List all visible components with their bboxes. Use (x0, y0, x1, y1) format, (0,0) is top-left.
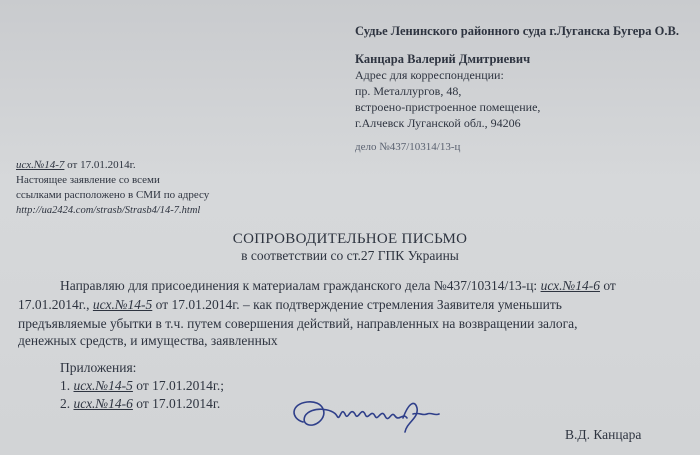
body-text: Направляю для присоединения к материалам гражданского дела №437/10314/13-ц: (60, 278, 541, 293)
addressee: Судье Ленинского районного суда г.Луганска Бугера О.В. (355, 24, 679, 38)
body-line-1 (60, 278, 616, 294)
outgoing-ref-line (16, 158, 136, 173)
attachment-item-1 (60, 378, 224, 394)
attachment-date: от 17.01.2014г. (132, 396, 221, 411)
outgoing-ref: исх.№14-7 (16, 159, 65, 171)
outgoing-url: http://ua2424.com/strasb/Strasb4/14-7.html (16, 205, 201, 216)
attachment-date: от 17.01.2014г.; (132, 378, 225, 393)
body-text: 17.01.2014г., (18, 297, 93, 312)
attachment-number: 2. (60, 396, 74, 411)
body-text: от 17.01.2014г. – как подтверждение стремления Заявителя уменьшить (152, 297, 562, 312)
address-line-1: пр. Металлургов, 48, (355, 84, 462, 98)
signature-name: В.Д. Канцара (565, 427, 642, 442)
attachment-ref: исх.№14-6 (73, 396, 133, 411)
outgoing-note-line-2: ссылками расположено в СМИ по адресу (16, 189, 210, 201)
address-line-2: встроено-пристроенное помещение, (355, 100, 541, 114)
attachment-item-2 (60, 396, 220, 412)
outgoing-date: от 17.01.2014г. (64, 159, 136, 171)
address-label: Адрес для корреспонденции: (355, 68, 504, 82)
ref-14-5-inline: исх.№14-5 (92, 297, 153, 312)
letter-subtitle: в соответствии со ст.27 ГПК Украины (241, 248, 459, 263)
body-line-3: предъявляемые убытки в т.ч. путем совершения действий, направленных на возвращении залога, (18, 316, 578, 331)
case-reference: дело №437/10314/13-ц (355, 141, 461, 153)
attachment-number: 1. (60, 378, 74, 393)
sender-name: Канцара Валерий Дмитриевич (355, 52, 531, 66)
letter-title: СОПРОВОДИТЕЛЬНОЕ ПИСЬМО (232, 231, 468, 247)
attachments-label: Приложения: (60, 360, 137, 375)
body-line-2 (18, 297, 562, 313)
body-line-4: денежных средств, и имущества, заявленных (18, 333, 278, 348)
address-line-3: г.Алчевск Луганской обл., 94206 (355, 116, 521, 130)
body-text: от (599, 278, 616, 293)
outgoing-note-line-1: Настоящее заявление со всеми (16, 174, 160, 186)
handwritten-signature (285, 392, 460, 442)
attachment-ref: исх.№14-5 (73, 378, 133, 393)
ref-14-6-inline: исх.№14-6 (540, 278, 600, 293)
